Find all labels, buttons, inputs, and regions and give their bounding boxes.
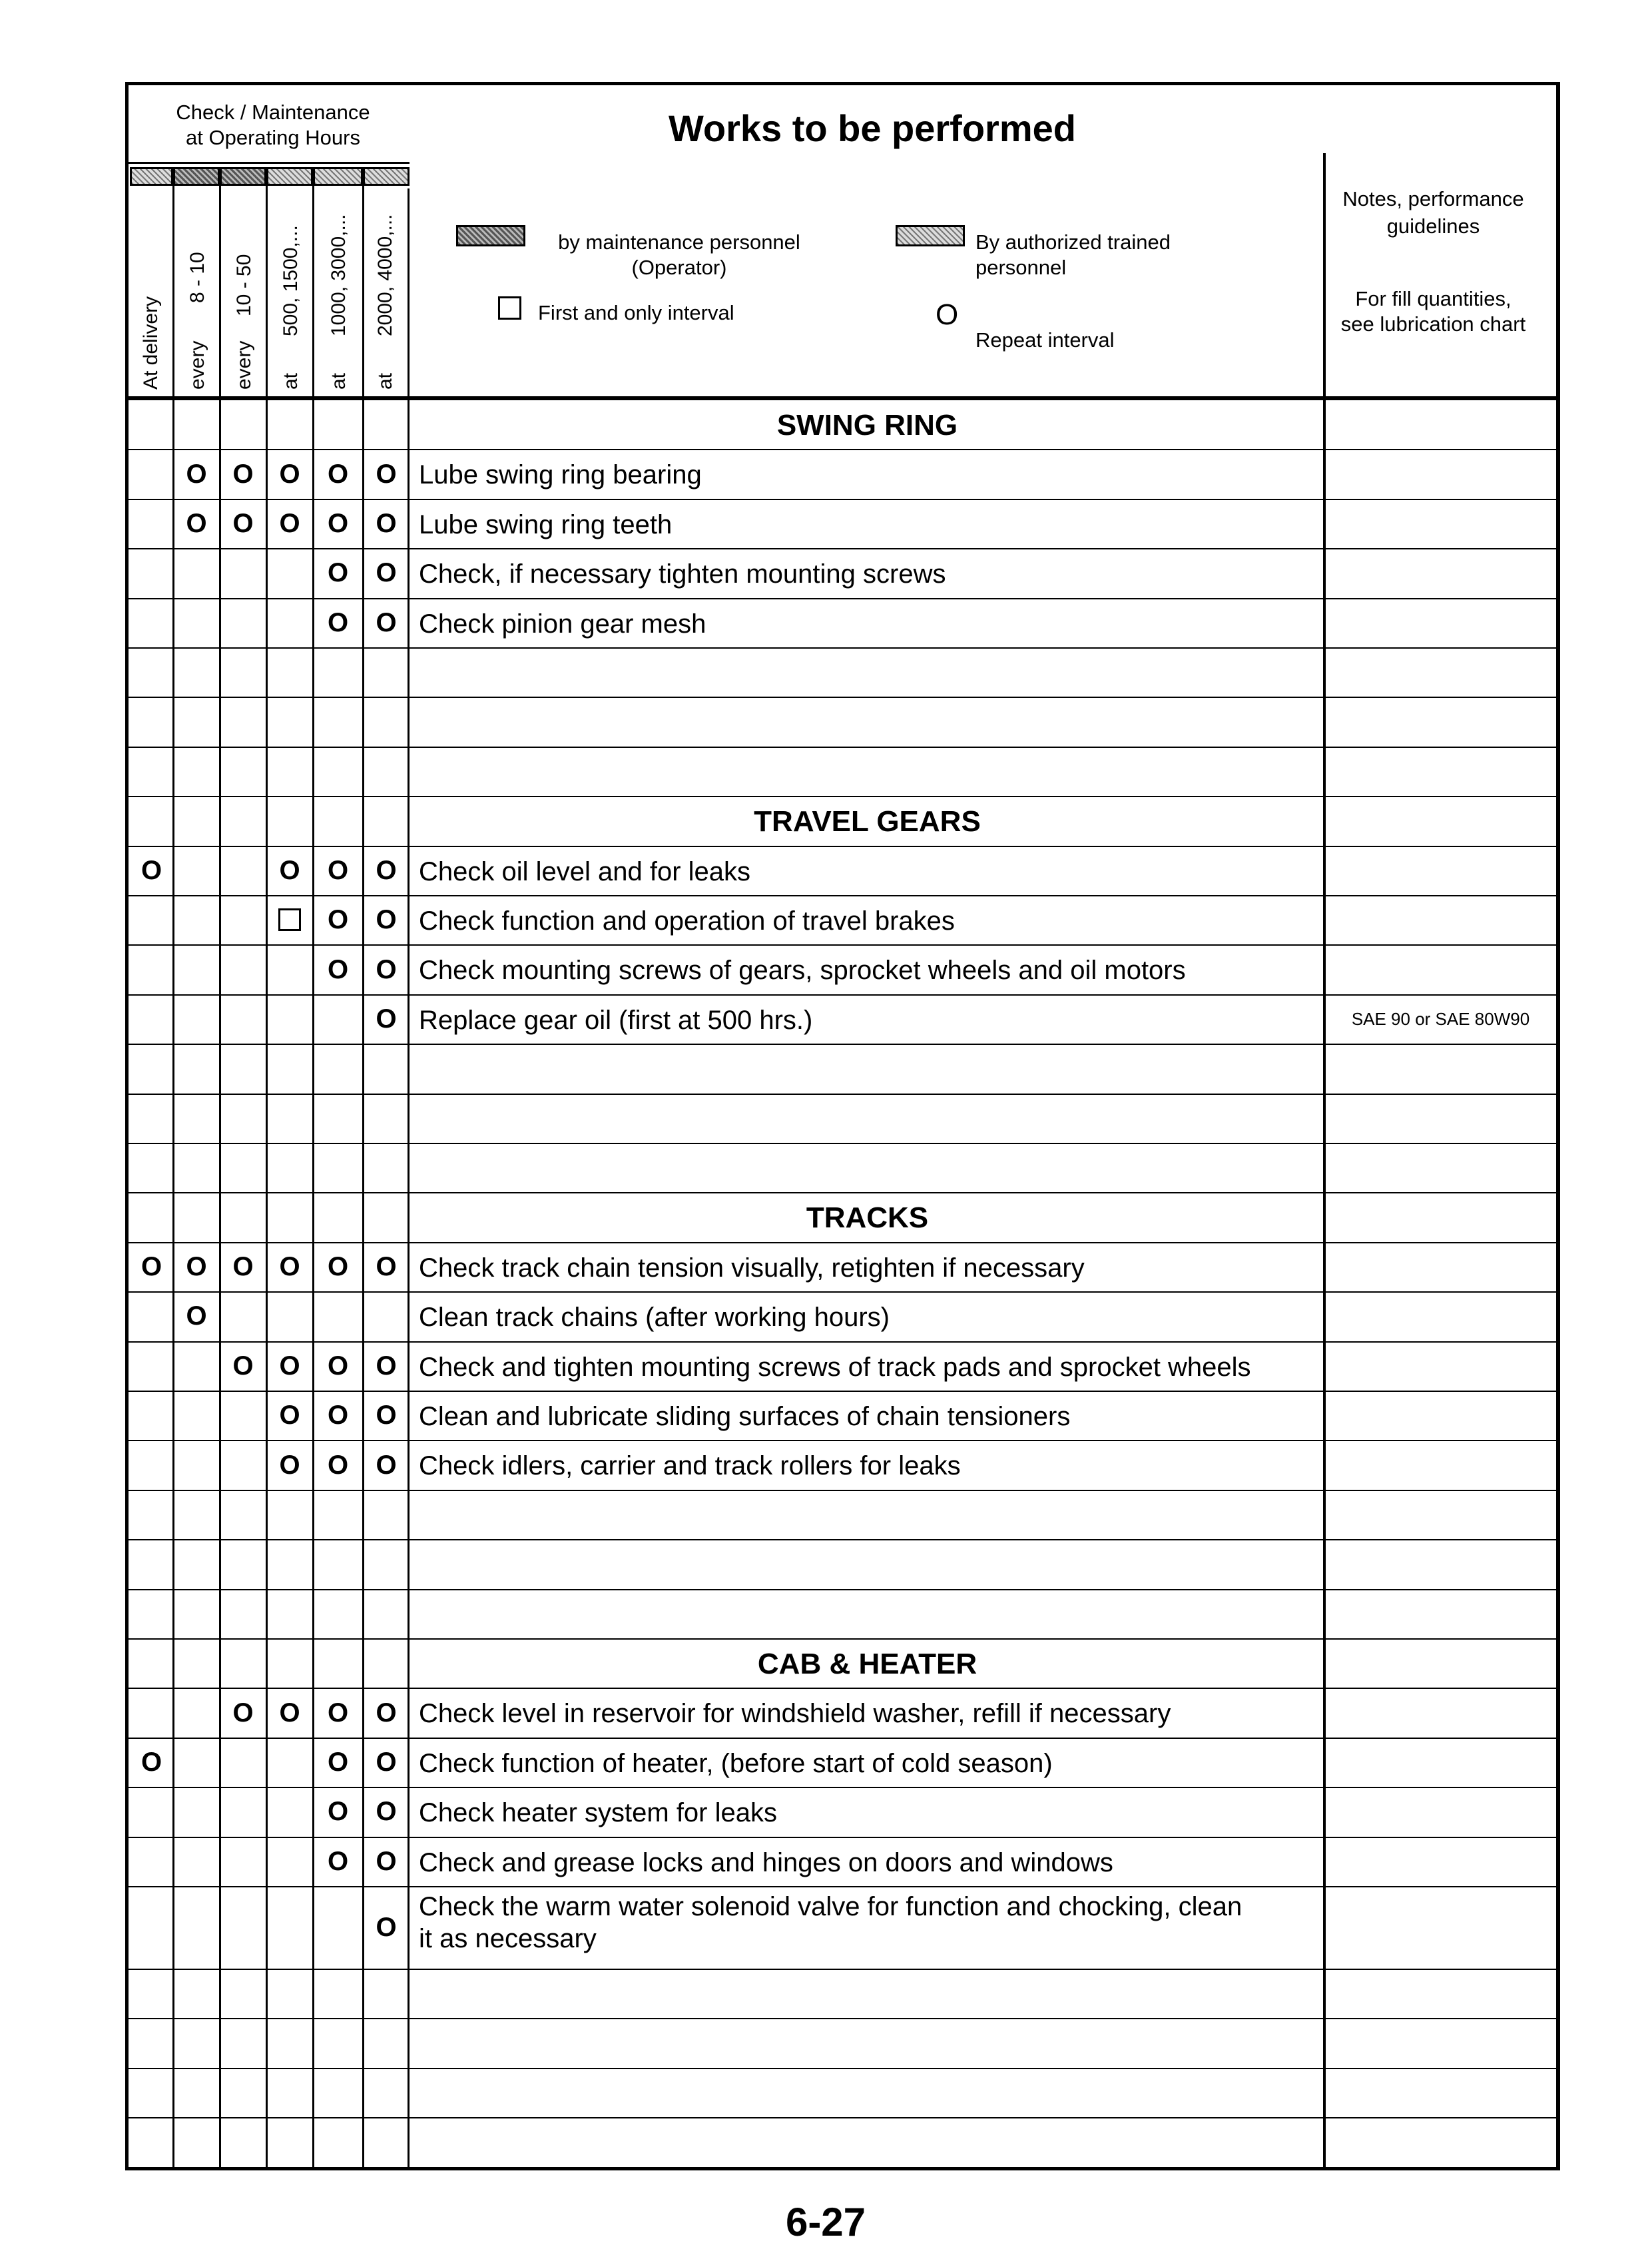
- interval-mark: O: [140, 855, 162, 885]
- page-number: 6-27: [785, 2200, 866, 2244]
- interval-mark: O: [327, 855, 349, 885]
- check-heading-line1: Check / Maintenance: [176, 101, 370, 124]
- pattern-swatch-col6: [363, 167, 410, 186]
- interval-mark: O: [376, 1913, 397, 1942]
- interval-header-10-50: 10 - 50: [233, 254, 255, 316]
- interval-mark: O: [140, 1252, 162, 1281]
- row-divider: [127, 1490, 1558, 1491]
- notes-column-divider: [1323, 153, 1326, 2167]
- page-title: Works to be performed: [669, 107, 1076, 149]
- notes-heading: [1325, 185, 1541, 240]
- header-bottom-rule: [125, 396, 1560, 400]
- legend-first-only: First and only interval: [538, 301, 734, 324]
- check-maintenance-heading: [130, 100, 416, 151]
- interval-mark: O: [327, 1797, 349, 1827]
- section-heading: TRAVEL GEARS: [754, 805, 981, 838]
- interval-mark: O: [327, 1351, 349, 1381]
- interval-mark: O: [186, 459, 207, 489]
- row-divider: [127, 796, 1558, 797]
- pattern-swatch-col5: [313, 167, 363, 186]
- pattern-swatch-col3: [220, 167, 266, 186]
- interval-mark: O: [376, 1351, 397, 1381]
- row-divider: [127, 2018, 1558, 2019]
- interval-mark: O: [376, 905, 397, 935]
- task-note: SAE 90 or SAE 80W90: [1351, 1008, 1530, 1029]
- interval-mark: O: [279, 509, 300, 538]
- interval-mark: O: [327, 1252, 349, 1281]
- task-text: Check and tighten mounting screws of track pads and sprocket wheels: [419, 1352, 1251, 1382]
- interval-mark: O: [327, 1450, 349, 1480]
- interval-mark: O: [327, 459, 349, 489]
- task-text: Lube swing ring bearing: [419, 460, 702, 490]
- interval-mark: O: [327, 1401, 349, 1431]
- task-text-continued: it as necessary: [419, 1924, 597, 1953]
- interval-header-2000: 2000, 4000,...: [374, 214, 396, 336]
- interval-mark: O: [327, 1748, 349, 1777]
- interval-mark: O: [376, 954, 397, 984]
- task-text: Check heater system for leaks: [419, 1798, 777, 1828]
- interval-header-1000: 1000, 3000,...: [328, 214, 350, 336]
- pattern-swatch-col2: [173, 167, 220, 186]
- interval-mark: O: [327, 607, 349, 637]
- interval-mark: O: [232, 1252, 254, 1281]
- row-divider: [127, 1638, 1558, 1640]
- task-text: Check oil level and for leaks: [419, 856, 751, 886]
- task-text: Check idlers, carrier and track rollers for leaks: [419, 1451, 961, 1481]
- interval-mark: O: [327, 1698, 349, 1728]
- interval-mark: O: [376, 855, 397, 885]
- task-text: Clean and lubricate sliding surfaces of chain tensioners: [419, 1402, 1071, 1431]
- row-divider: [127, 747, 1558, 748]
- section-heading: CAB & HEATER: [757, 1648, 977, 1680]
- fill-note-line1: For fill quantities,: [1355, 287, 1512, 310]
- interval-header-at-label: at: [280, 372, 302, 390]
- row-divider: [127, 1143, 1558, 1144]
- interval-mark: O: [327, 1846, 349, 1876]
- first-interval-square-icon: [278, 908, 301, 931]
- fill-quantities-note: [1325, 286, 1541, 337]
- interval-mark: O: [232, 459, 254, 489]
- task-text: Check pinion gear mesh: [419, 609, 706, 639]
- row-divider: [127, 994, 1558, 996]
- interval-mark: O: [376, 1450, 397, 1480]
- section-heading: SWING RING: [776, 409, 958, 442]
- interval-mark: O: [279, 1450, 300, 1480]
- row-divider: [127, 1539, 1558, 1540]
- row-divider: [127, 697, 1558, 698]
- interval-mark: O: [279, 459, 300, 489]
- row-divider: [127, 1886, 1558, 1887]
- interval-mark: O: [376, 1797, 397, 1827]
- task-text: Clean track chains (after working hours): [419, 1303, 890, 1333]
- row-divider: [127, 1094, 1558, 1095]
- interval-mark: O: [279, 1401, 300, 1431]
- interval-mark: O: [376, 607, 397, 637]
- interval-mark: O: [327, 954, 349, 984]
- repeat-circle-icon: O: [936, 298, 959, 331]
- task-text: Check function and operation of travel brakes: [419, 906, 955, 936]
- interval-header-500: 500, 1500,...: [280, 225, 302, 336]
- interval-mark: O: [279, 855, 300, 885]
- row-divider: [127, 647, 1558, 649]
- maintenance-personnel-swatch: [456, 225, 525, 246]
- row-divider: [127, 2117, 1558, 2118]
- task-text: Check, if necessary tighten mounting screws: [419, 559, 946, 589]
- interval-mark: O: [327, 905, 349, 935]
- legend-repeat: Repeat interval: [975, 328, 1115, 352]
- interval-mark: O: [327, 509, 349, 538]
- interval-mark: O: [279, 1252, 300, 1281]
- row-divider: [127, 1044, 1558, 1045]
- interval-mark: O: [376, 1748, 397, 1777]
- interval-mark: O: [376, 509, 397, 538]
- legend-authorized-line2: personnel: [975, 256, 1067, 279]
- first-only-square-icon: [498, 296, 521, 320]
- task-text: Check function of heater, (before start of cold season): [419, 1748, 1053, 1778]
- interval-mark: O: [376, 459, 397, 489]
- notes-heading-line2: guidelines: [1386, 214, 1480, 238]
- interval-mark: O: [186, 1252, 207, 1281]
- row-divider: [127, 2068, 1558, 2069]
- interval-mark: O: [376, 1004, 397, 1034]
- interval-mark: O: [279, 1351, 300, 1381]
- pattern-swatch-col1: [130, 167, 173, 186]
- outer-border-left: [125, 82, 129, 2170]
- row-divider: [127, 1969, 1558, 1970]
- task-text: Check and grease locks and hinges on doors and windows: [419, 1847, 1113, 1877]
- task-text: Check mounting screws of gears, sprocket wheels and oil motors: [419, 956, 1186, 986]
- notes-heading-line1: Notes, performance: [1342, 187, 1524, 210]
- task-text: Check track chain tension visually, retighten if necessary: [419, 1253, 1085, 1283]
- interval-mark: O: [140, 1748, 162, 1777]
- task-text: Check level in reservoir for windshield washer, refill if necessary: [419, 1699, 1171, 1729]
- interval-header-at-label: at: [374, 372, 396, 390]
- outer-border-right: [1556, 82, 1560, 2170]
- check-heading-line2: at Operating Hours: [186, 126, 360, 149]
- legend-authorized-line1: By authorized trained: [975, 230, 1171, 254]
- fill-note-line2: see lubrication chart: [1340, 312, 1526, 336]
- task-text: Lube swing ring teeth: [419, 509, 673, 539]
- interval-mark: O: [376, 1846, 397, 1876]
- pattern-swatch-col4: [266, 167, 313, 186]
- row-divider: [127, 1192, 1558, 1193]
- legend-maintenance-personnel: [533, 230, 826, 280]
- section-heading: TRACKS: [806, 1201, 929, 1235]
- outer-border-top: [125, 82, 1560, 85]
- legend-maintenance-line2: (Operator): [631, 256, 727, 279]
- interval-header-at-label: at: [328, 372, 350, 390]
- authorized-personnel-swatch: [896, 225, 965, 246]
- interval-header-every-label: every: [186, 340, 208, 390]
- interval-mark: O: [327, 558, 349, 588]
- row-divider: [127, 1291, 1558, 1293]
- task-text: Check the warm water solenoid valve for function and chocking, clean: [419, 1892, 1242, 1921]
- interval-header-8-10: 8 - 10: [186, 252, 208, 303]
- task-text: Replace gear oil (first at 500 hrs.): [419, 1005, 813, 1035]
- interval-mark: O: [279, 1698, 300, 1728]
- legend-authorized-personnel: [975, 230, 1171, 280]
- interval-mark: O: [376, 1698, 397, 1728]
- interval-mark: O: [232, 509, 254, 538]
- interval-header-every-label: every: [233, 340, 255, 390]
- row-divider: [127, 1589, 1558, 1590]
- interval-mark: O: [232, 1698, 254, 1728]
- interval-mark: O: [186, 509, 207, 538]
- interval-mark: O: [232, 1351, 254, 1381]
- interval-mark: O: [376, 1252, 397, 1281]
- interval-mark: O: [376, 558, 397, 588]
- interval-header-rule: [127, 162, 410, 164]
- interval-header-at-delivery: At delivery: [140, 296, 162, 390]
- interval-mark: O: [186, 1301, 207, 1331]
- outer-border-bottom: [125, 2167, 1560, 2170]
- interval-mark: O: [376, 1401, 397, 1431]
- legend-maintenance-line1: by maintenance personnel: [558, 230, 800, 254]
